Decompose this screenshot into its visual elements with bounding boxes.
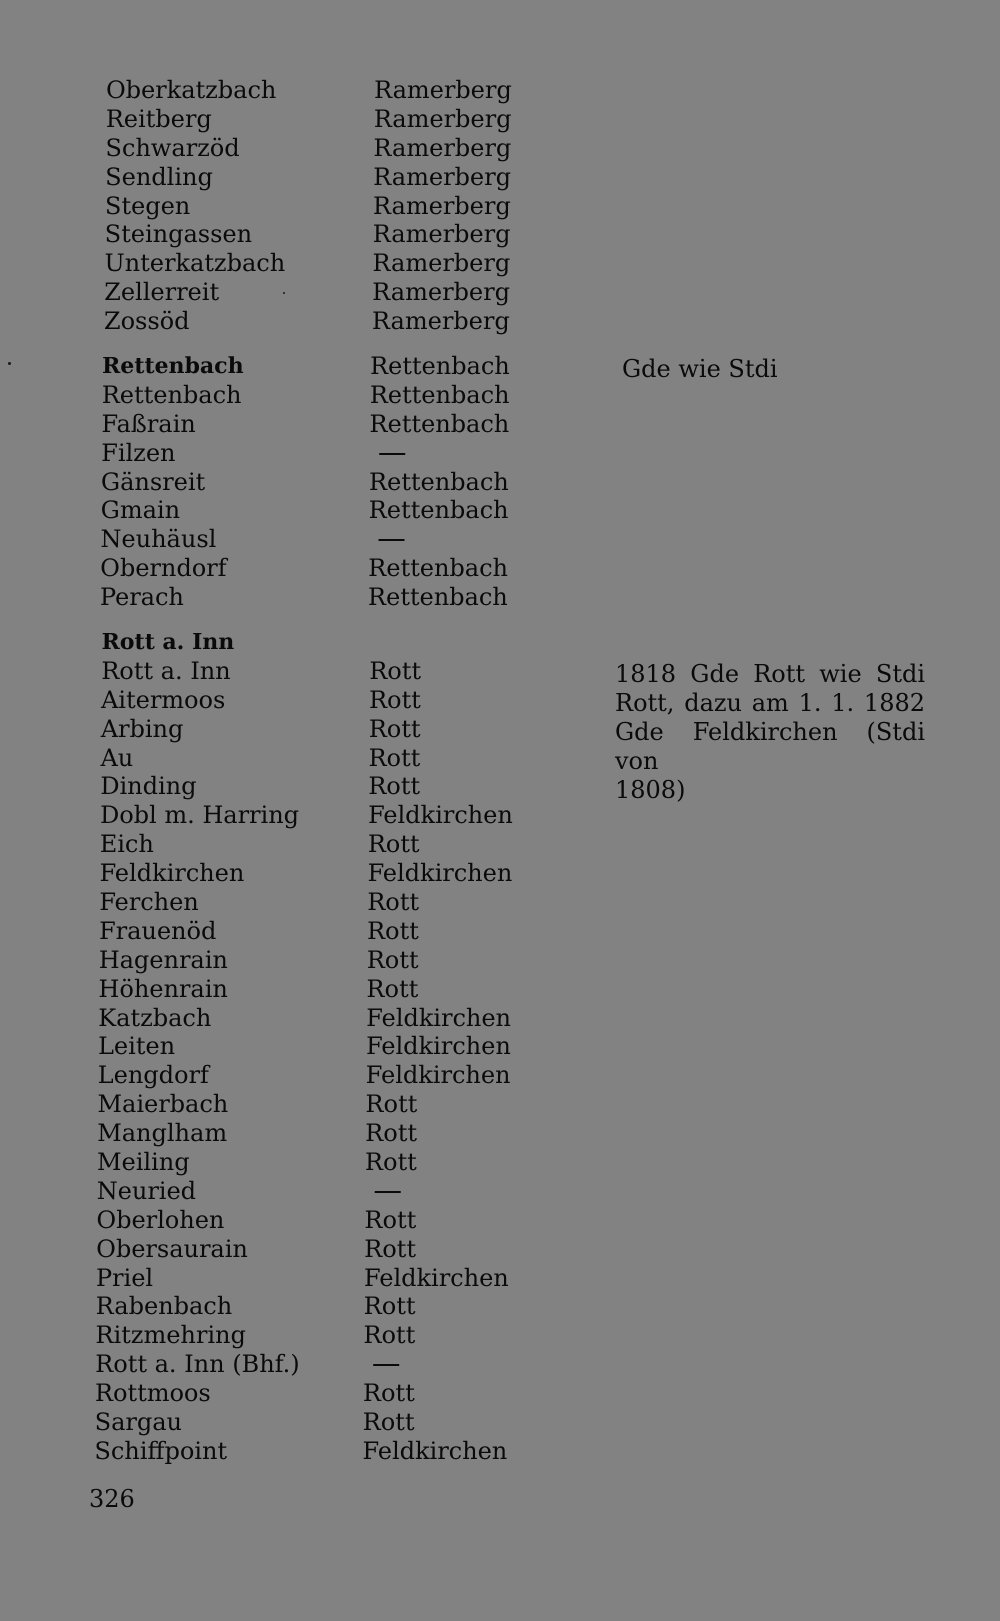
- place-name: Hagenrain: [98, 945, 229, 974]
- table-row: [96, 1264, 996, 1293]
- place-name: Rott a. Inn: [101, 656, 231, 685]
- section-heading: Rettenbach: [101, 353, 244, 379]
- municipality-name: Ramerberg: [373, 76, 512, 104]
- table-row: [95, 1379, 995, 1408]
- table-row: [104, 307, 1000, 336]
- municipality-name: Rott: [365, 1119, 418, 1148]
- place-name: Filzen: [101, 438, 176, 467]
- table-row: [100, 554, 1000, 583]
- place-name: Gmain: [100, 496, 181, 525]
- table-row: [105, 220, 1000, 249]
- place-name: Au: [100, 743, 134, 772]
- place-name: Gänsreit: [100, 467, 206, 496]
- place-name: Stegen: [104, 191, 191, 220]
- table-row: [102, 381, 1000, 410]
- municipality-name: Rott: [367, 888, 420, 917]
- place-name: Lengdorf: [97, 1061, 210, 1090]
- municipality-name: Feldkirchen: [367, 859, 513, 888]
- table-row: [98, 975, 998, 1004]
- table-row: [95, 1350, 995, 1379]
- municipality-name: Rettenbach: [368, 554, 509, 583]
- municipality-name: Rott: [367, 830, 420, 859]
- section-heading: Rott a. Inn: [101, 629, 235, 655]
- place-name: Sendling: [105, 162, 214, 191]
- municipality-name: [363, 1350, 387, 1379]
- table-row: [104, 249, 1000, 278]
- municipality-name: Rott: [363, 1292, 416, 1321]
- municipality-name: Rettenbach: [369, 380, 510, 409]
- table-row: [106, 76, 1000, 105]
- table-row: [99, 946, 999, 975]
- municipality-name: [365, 1177, 389, 1206]
- place-name: Oberlohen: [96, 1205, 225, 1234]
- municipality-name: Rettenbach: [368, 496, 509, 525]
- municipality-name: Ramerberg: [372, 278, 511, 307]
- table-row: [101, 439, 1000, 468]
- municipality-name: Rott: [368, 714, 421, 743]
- municipality-name: Feldkirchen: [365, 1032, 511, 1061]
- municipality-name: Ramerberg: [372, 220, 511, 249]
- table-row: [96, 1292, 996, 1321]
- municipality-name: Feldkirchen: [363, 1263, 509, 1292]
- municipality-name: Ramerberg: [373, 133, 512, 162]
- place-name: Zossöd: [103, 307, 190, 336]
- municipality-name: Rettenbach: [368, 467, 509, 496]
- place-name: Eich: [99, 830, 154, 859]
- place-name: Faßrain: [101, 409, 196, 438]
- place-name: Rottmoos: [94, 1379, 211, 1408]
- table-row: [98, 1004, 998, 1033]
- table-row: [106, 105, 1000, 134]
- page-number: 326: [89, 1485, 135, 1513]
- municipality-name: Rott: [368, 743, 421, 772]
- table-row: [105, 192, 1000, 221]
- table-row: [101, 496, 1000, 525]
- table-row: [97, 1148, 997, 1177]
- place-name: Dobl m. Harring: [99, 801, 300, 830]
- place-name: Katzbach: [98, 1003, 212, 1032]
- table-row: [99, 888, 999, 917]
- municipality-name: Feldkirchen: [362, 1436, 508, 1465]
- municipality-name: Ramerberg: [373, 104, 512, 133]
- place-name: Feldkirchen: [99, 859, 245, 888]
- municipality-name: Rott: [365, 1090, 418, 1119]
- table-row: [100, 583, 1000, 612]
- municipality-name: Ramerberg: [372, 191, 511, 220]
- municipality-name: Rott: [366, 916, 419, 945]
- place-name: Arbing: [100, 714, 184, 743]
- table-row: [99, 917, 999, 946]
- table-row: [98, 1032, 998, 1061]
- place-name: Steingassen: [104, 220, 253, 249]
- section-heading-row: [101, 628, 1000, 657]
- municipality-name: Feldkirchen: [367, 801, 513, 830]
- place-name: Obersaurain: [96, 1234, 249, 1263]
- table-row: [97, 1090, 997, 1119]
- place-name: Sargau: [94, 1408, 183, 1437]
- note-line: 1808): [615, 775, 686, 804]
- table-row: [105, 134, 1000, 163]
- place-name: Schiffpoint: [94, 1436, 228, 1465]
- place-name: Perach: [99, 583, 185, 612]
- municipality-name: Feldkirchen: [365, 1061, 511, 1090]
- note-line: Gde Feldkirchen (Stdi von: [615, 717, 925, 775]
- table-row: [100, 830, 1000, 859]
- heading-municipality: Rettenbach: [369, 352, 510, 380]
- municipality-name: Rott: [368, 685, 421, 714]
- rott-note: [615, 660, 925, 805]
- section-heading-row: [102, 352, 1000, 381]
- municipality-name: Rott: [364, 1205, 417, 1234]
- place-name: Frauenöd: [98, 916, 217, 945]
- municipality-name: Rott: [363, 1321, 416, 1350]
- place-name: Priel: [95, 1263, 154, 1292]
- place-name: Rabenbach: [95, 1292, 233, 1321]
- municipality-name: Rott: [362, 1408, 415, 1437]
- municipality-name: Rott: [362, 1379, 415, 1408]
- table-row: [98, 1061, 998, 1090]
- municipality-name: [368, 525, 392, 554]
- municipality-name: Rettenbach: [367, 583, 508, 612]
- note-line: 1818 Gde Rott wie Stdi: [615, 660, 925, 688]
- table-row: [105, 163, 1000, 192]
- print-speck: [283, 292, 285, 294]
- rettenbach-section: [100, 352, 1000, 612]
- table-row: [100, 801, 1000, 830]
- place-name: Reitberg: [105, 104, 212, 133]
- municipality-name: Rott: [369, 656, 422, 685]
- municipality-name: Rott: [366, 945, 419, 974]
- table-row: [95, 1408, 995, 1437]
- table-row: [95, 1321, 995, 1350]
- place-name: Ritzmehring: [95, 1321, 247, 1350]
- municipality-name: Rott: [364, 1234, 417, 1263]
- place-name: Oberkatzbach: [105, 76, 277, 104]
- place-name: Rott a. Inn (Bhf.): [95, 1350, 300, 1379]
- municipality-name: Rott: [368, 772, 421, 801]
- municipality-name: Rott: [364, 1148, 417, 1177]
- table-row: [96, 1235, 996, 1264]
- municipality-name: Ramerberg: [373, 162, 512, 191]
- place-name: Meiling: [96, 1148, 190, 1177]
- place-name: Höhenrain: [98, 974, 229, 1003]
- place-name: Manglham: [97, 1119, 228, 1148]
- place-name: Zellerreit: [104, 278, 220, 307]
- table-row: [101, 410, 1000, 439]
- table-row: [94, 1437, 994, 1466]
- table-row: [101, 468, 1000, 497]
- table-row: [100, 525, 1000, 554]
- table-row: [96, 1206, 996, 1235]
- place-name: Dinding: [100, 772, 197, 801]
- table-row: [104, 278, 1000, 307]
- municipality-name: [369, 439, 393, 468]
- table-row: [99, 859, 999, 888]
- place-name: Neuhäusl: [100, 525, 217, 554]
- place-name: Rettenbach: [101, 380, 242, 409]
- rettenbach-note: Gde wie Stdi: [622, 355, 778, 383]
- municipality-name: Rettenbach: [369, 409, 510, 438]
- place-name: Leiten: [97, 1032, 176, 1061]
- table-row: [97, 1177, 997, 1206]
- place-name: Neuried: [96, 1176, 197, 1205]
- place-name: Aitermoos: [100, 685, 226, 714]
- municipality-name: Rott: [366, 974, 419, 1003]
- place-name: Ferchen: [99, 888, 199, 917]
- municipality-name: Feldkirchen: [366, 1003, 512, 1032]
- municipality-name: Ramerberg: [372, 249, 511, 278]
- place-name: Oberndorf: [100, 554, 227, 583]
- ramerberg-section: [104, 76, 1000, 336]
- municipality-name: Ramerberg: [371, 307, 510, 336]
- place-name: Maierbach: [97, 1090, 229, 1119]
- print-speck: [8, 362, 11, 365]
- note-line: Rott, dazu am 1. 1. 1882: [615, 688, 925, 717]
- place-name: Schwarzöd: [105, 133, 240, 162]
- place-name: Unterkatzbach: [104, 249, 286, 278]
- table-row: [97, 1119, 997, 1148]
